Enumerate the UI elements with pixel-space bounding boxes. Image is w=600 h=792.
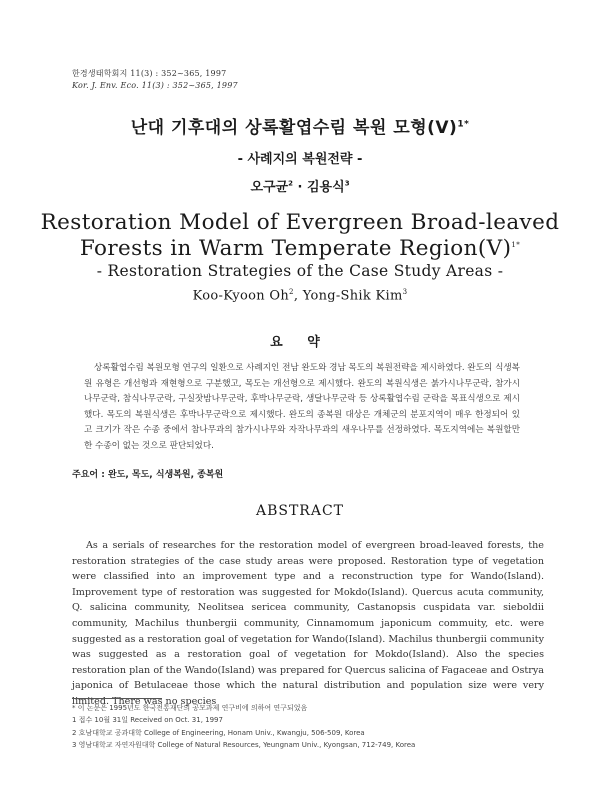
author-2-kr-mark: 3	[344, 179, 350, 188]
summary-korean-paragraph: 상록활엽수림 복원모형 연구의 일환으로 사례지인 전남 완도와 경남 목도의 복원전략을 제시하였다. 완도의 식생복원 유형은 개선형과 재현형으로 구분했고, 목도는 개선형으로 제시했다. 완도의 복원식생은 붉가시나무군락, 참가시나무군락, 참식나무군락, 구실잣밤나무군락, 후박나무군락, 생달나무군락 등 상록활엽수림 군락을 목표식생으로 제시했다. 목도의 복원식생은 후박나무군락으로 제시했다. 완도의 종복원 대상은 개체군의 분포지역이 매우 한정되어 있고 크기가 작은 수종 중에서 참나무과의 참가시나무와 자작나무과의 새우나무를 선정하였다. 목도지역에는 복원할만한 수종이 없는 것으로 판단되었다.	[84, 363, 520, 451]
title-english-mark: 1*	[511, 240, 521, 249]
author-2-kr: 김용식	[307, 180, 345, 195]
author-separator-en: ,	[293, 288, 303, 304]
footnote-funding: * 이 논문은 1995년도 한국전통재단의 공모과제 연구비에 의하여 연구되었음	[72, 704, 308, 712]
title-english-line-1: Restoration Model of Evergreen Broad-leaved	[40, 210, 560, 235]
summary-korean	[84, 361, 520, 455]
footnote-divider	[72, 698, 162, 699]
title-english-line-2-text: Forests in Warm Temperate Region(V)	[79, 236, 512, 261]
summary-heading: 요 약	[270, 335, 330, 350]
author-2-en-mark: 3	[402, 288, 408, 296]
title-korean-text: 난대 기후대의 상록활엽수림 복원 모형(V)	[130, 118, 458, 138]
abstract-english-paragraph: As a serials of researches for the restoration model of evergreen broad-leaved forests, the restoration strategies of the case study areas were proposed. Restoration type of vegetation were classified into an improvement type and a reconstruction type for Wando(Island). Improvement type of restoration was suggested for Mokdo(Island). Quercus acuta community, Q. salicina community, Neolitsea sericea community, Castanopsis cuspidata var. sieboldii community, Machilus thunbergii community, Cinnamomum japonicum commuity, etc. were suggested as a restoration goal of vegetation for Wando(Island). Machilus thunbergii community was suggested as a restoration goal of vegetation for Mokdo(Island). Also the species restoration plan of the Wando(Island) was prepared for Quercus salicina of Fagaceae and Ostrya japonica of Betulaceae those which the natural distribution and population size were very limited. There was no species	[72, 540, 544, 707]
author-1-en: Koo-Kyoon Oh	[192, 288, 290, 304]
subtitle-korean: - 사례지의 복원전략 -	[237, 152, 363, 167]
author-1-en-mark: 2	[289, 288, 294, 296]
author-1-kr: 오구균	[250, 180, 289, 195]
keywords: 주요어 : 완도, 목도, 식생복원, 종복원	[72, 470, 224, 480]
author-1-kr-mark: 2	[288, 179, 293, 188]
authors-korean	[0, 176, 600, 195]
journal-citation-en: Kor. J. Env. Eco. 11(3) : 352~365, 1997	[72, 81, 238, 90]
title-korean	[0, 113, 600, 138]
footnotes	[72, 702, 415, 752]
author-2-en: Yong-Shik Kim	[302, 288, 403, 304]
footnote-affiliation-2: 3 영남대학교 자연자원대학 College of Natural Resources, Yeungnam Univ., Kyongsan, 712-749, Korea	[72, 741, 416, 750]
title-korean-mark: 1*	[457, 119, 470, 130]
title-english-line-2	[0, 236, 600, 261]
footnote-received: 1 접수 10월 31일 Received on Oct. 31, 1997	[72, 716, 223, 725]
subtitle-english: - Restoration Strategies of the Case Study Areas -	[96, 262, 504, 280]
journal-citation-kr: 한경생태학회지 11(3) : 352~365, 1997	[72, 69, 227, 78]
authors-english	[0, 288, 600, 303]
abstract-heading: ABSTRACT	[255, 503, 345, 519]
author-separator-kr: ·	[293, 180, 307, 195]
abstract-english	[72, 538, 544, 710]
footnote-affiliation-1: 2 호남대학교 공과대학 College of Engineering, Honam Univ., Kwangju, 506-509, Korea	[72, 728, 365, 737]
